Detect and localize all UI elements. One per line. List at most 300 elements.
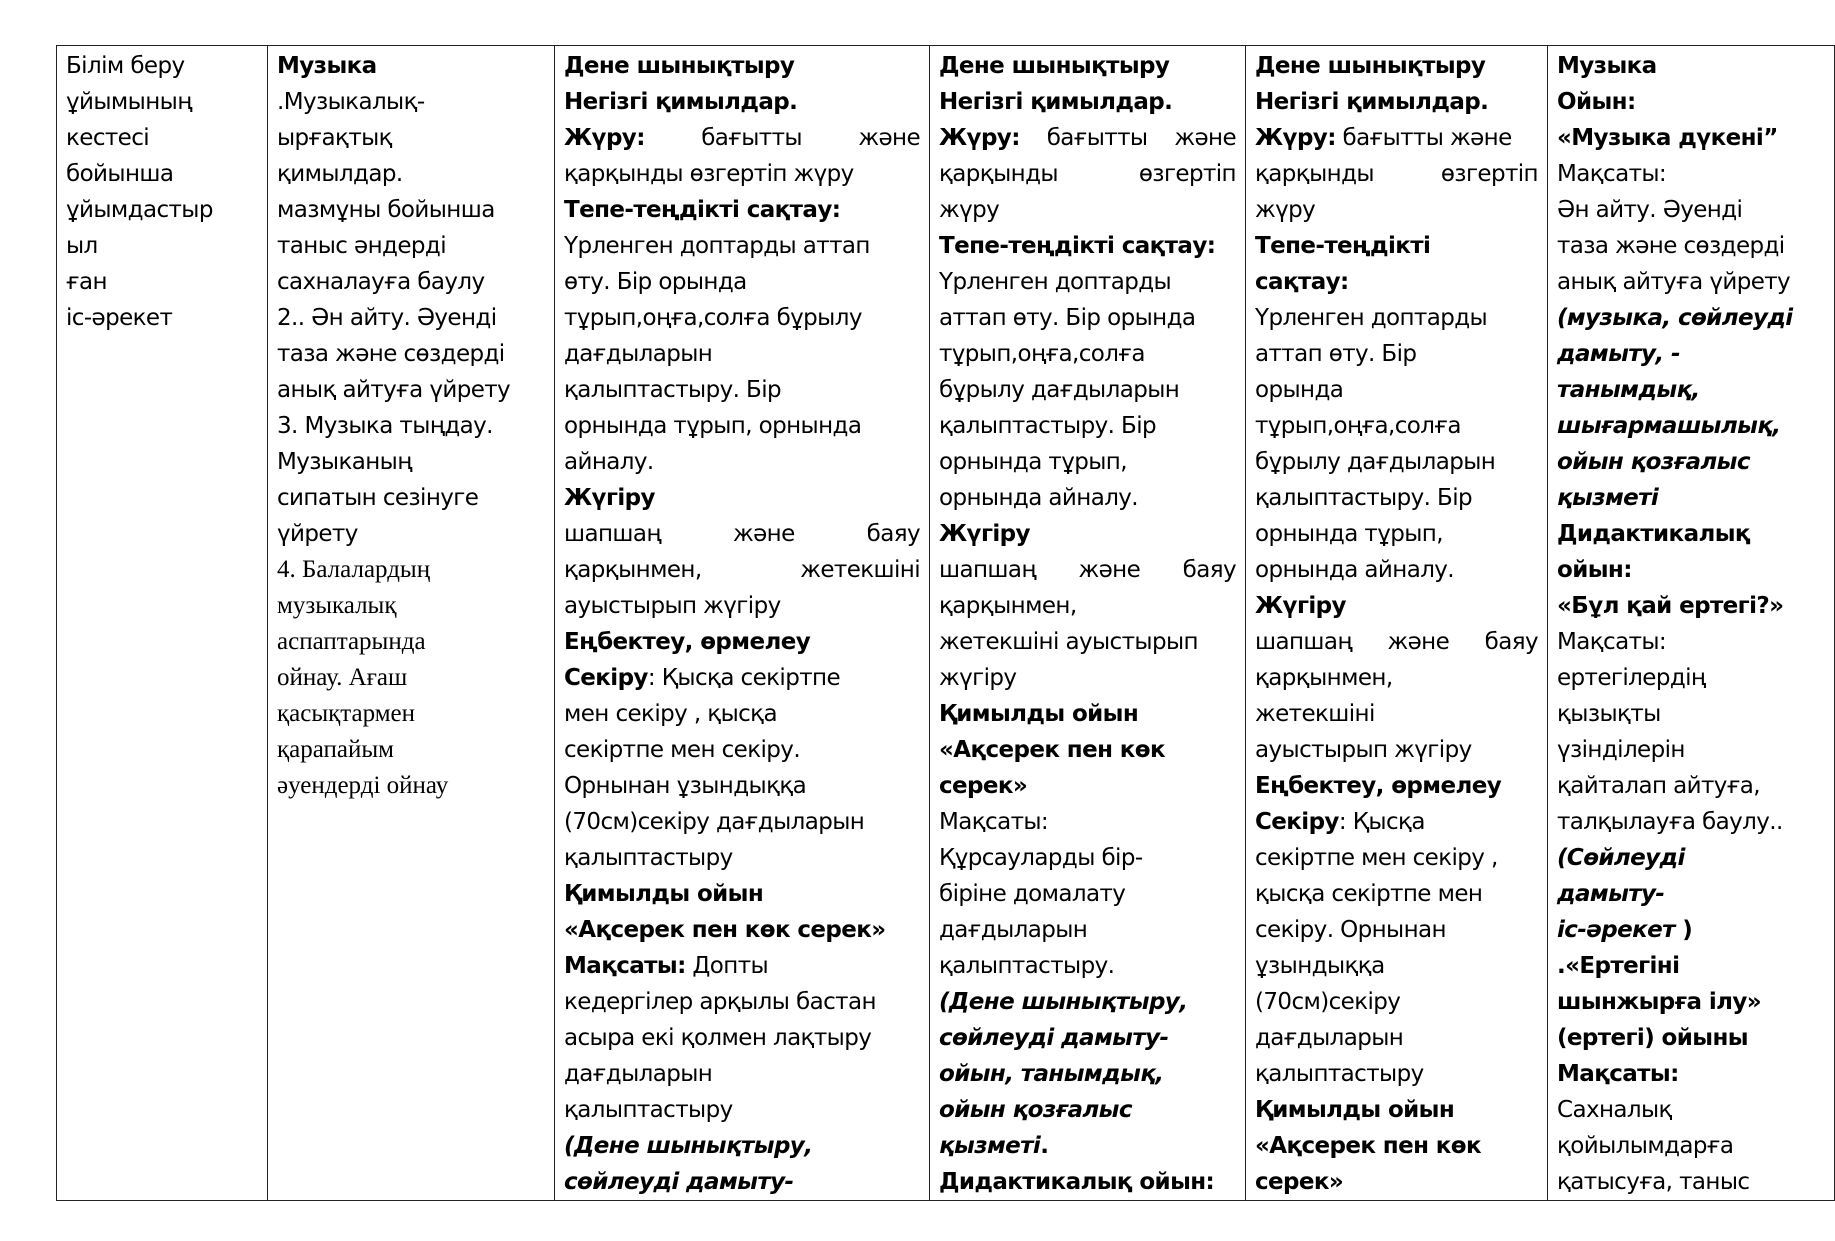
- text-line: [1557, 192, 1825, 228]
- text-run: қатысуға, таныс: [1557, 1169, 1750, 1195]
- text-run: Үрленген доптарды аттап: [564, 233, 870, 259]
- text-line: [277, 192, 545, 228]
- text-run: «Бұл қай ертегі?»: [1557, 593, 1784, 619]
- text-run: Жүру:: [939, 125, 1020, 151]
- text-line: [564, 912, 920, 948]
- text-run: .«Ертегіні: [1557, 953, 1680, 979]
- text-run: Жүгіру: [564, 485, 655, 511]
- text-line: [1255, 624, 1538, 660]
- text-line: [1557, 408, 1825, 444]
- text-line: [1557, 804, 1825, 840]
- text-line: [1255, 1092, 1538, 1128]
- text-line: [66, 264, 258, 300]
- text-run: бұрылу дағдыларын: [939, 377, 1180, 403]
- text-line: [564, 732, 920, 768]
- text-line: [939, 660, 1236, 696]
- text-line: [1255, 876, 1538, 912]
- text-line: [939, 480, 1236, 516]
- text-line: [1557, 552, 1825, 588]
- text-line: [939, 804, 1236, 840]
- text-line: [564, 984, 920, 1020]
- text-run: серек»: [1255, 1169, 1344, 1195]
- text-line: [564, 120, 920, 156]
- text-run: дамыту-: [1557, 881, 1665, 907]
- text-line: [1557, 1056, 1825, 1092]
- text-line: [1255, 1164, 1538, 1200]
- text-run: қарқынмен,: [1255, 665, 1393, 691]
- text-run: секіртпе мен секіру.: [564, 737, 801, 763]
- text-run: қарқынмен, жетекшіні: [564, 557, 920, 583]
- text-run: Тепе-теңдікті сақтау:: [939, 233, 1216, 259]
- text-run: секіру. Орнынан: [1255, 917, 1446, 943]
- text-line: [1255, 768, 1538, 804]
- text-run: Үрленген доптарды: [939, 269, 1172, 295]
- text-run: орнында тұрып,: [939, 449, 1127, 475]
- text-run: анық айтуға үйрету: [277, 377, 511, 403]
- text-run: қарқынды өзгертіп жүру: [564, 161, 854, 187]
- text-run: қызметі: [939, 1133, 1041, 1159]
- text-run: жетекшіні ауыстырып: [939, 629, 1198, 655]
- text-run: тұрып,оңға,солға: [939, 341, 1145, 367]
- text-run: Дене шынықтыру: [939, 53, 1170, 79]
- text-run: орнында тұрып,: [1255, 521, 1443, 547]
- text-line: [564, 1056, 920, 1092]
- cell-physical-education-2: [930, 46, 1246, 1201]
- text-run: (музыка, сөйлеуді: [1557, 305, 1793, 331]
- text-run: қимылдар.: [277, 161, 403, 187]
- text-line: [939, 48, 1236, 84]
- text-run: Музыканың: [277, 449, 412, 475]
- text-run: сөйлеуді дамыту-: [564, 1169, 794, 1195]
- text-run: бағытты және: [1335, 125, 1512, 151]
- text-line: [1255, 300, 1538, 336]
- text-run: Жүгіру: [939, 521, 1030, 547]
- text-run: бойынша: [66, 161, 174, 187]
- text-line: [939, 264, 1236, 300]
- text-line: [564, 516, 920, 552]
- text-run: Мақсаты:: [564, 953, 686, 979]
- text-line: [564, 1020, 920, 1056]
- text-run: біріне домалату: [939, 881, 1126, 907]
- text-run: жүру: [1255, 197, 1316, 223]
- text-run: Секіру: [564, 665, 648, 691]
- text-run: шынжырға ілу»: [1557, 989, 1762, 1015]
- text-run: музыкалық: [277, 592, 397, 619]
- text-run: ған: [66, 269, 107, 295]
- text-line: [564, 336, 920, 372]
- text-run: орнында тұрып, орнында: [564, 413, 862, 439]
- schedule-table: [56, 45, 1835, 1201]
- text-line: [1557, 1020, 1825, 1056]
- text-run: қалыптастыру: [1255, 1061, 1424, 1087]
- text-line: [939, 984, 1236, 1020]
- text-line: [66, 228, 258, 264]
- text-run: сипатын сезінуге: [277, 485, 479, 511]
- text-line: [277, 408, 545, 444]
- text-line: [939, 948, 1236, 984]
- text-line: [277, 336, 545, 372]
- text-run: қалыптастыру: [564, 1097, 733, 1123]
- text-run: мазмұны бойынша: [277, 197, 495, 223]
- text-line: [939, 228, 1236, 264]
- text-run: Орнынан ұзындыққа: [564, 773, 807, 799]
- text-run: талқылауға баулу..: [1557, 809, 1783, 835]
- text-line: [564, 840, 920, 876]
- text-run: «Ақсерек пен көк серек»: [564, 917, 886, 943]
- text-line: [66, 300, 258, 336]
- text-run: бағытты және: [644, 125, 920, 151]
- text-line: [939, 408, 1236, 444]
- text-run: мен секіру , қысқа: [564, 701, 777, 727]
- text-run: ): [1674, 917, 1693, 943]
- text-run: аспаптарында: [277, 628, 426, 655]
- text-line: [277, 732, 545, 768]
- text-run: Дидактикалық ойын:: [939, 1169, 1215, 1195]
- cell-music-game: [1548, 46, 1835, 1201]
- text-run: жүру: [939, 197, 1000, 223]
- text-run: шапшаң және баяу: [564, 521, 920, 547]
- text-line: [1557, 984, 1825, 1020]
- text-run: Музыка: [1557, 53, 1657, 79]
- text-line: [939, 1092, 1236, 1128]
- cell-physical-education-1: [555, 46, 930, 1201]
- text-run: Негізгі қимылдар.: [1255, 89, 1489, 115]
- text-line: [1255, 444, 1538, 480]
- text-run: (Сөйлеуді: [1557, 845, 1685, 871]
- text-run: Еңбектеу, өрмелеу: [564, 629, 811, 655]
- text-line: [564, 408, 920, 444]
- text-run: қарқынды өзгертіп: [1255, 161, 1538, 187]
- text-run: Құрсауларды бір-: [939, 845, 1143, 871]
- text-line: [1255, 480, 1538, 516]
- text-run: асыра екі қолмен лақтыру: [564, 1025, 872, 1051]
- text-run: айналу.: [564, 449, 654, 475]
- text-line: [1557, 336, 1825, 372]
- text-line: [939, 768, 1236, 804]
- text-line: [564, 480, 920, 516]
- text-line: [939, 300, 1236, 336]
- text-run: шапшаң және баяу: [939, 557, 1236, 583]
- text-line: [277, 120, 545, 156]
- text-run: қарқынды өзгертіп: [939, 161, 1236, 187]
- text-run: тұрып,оңға,солға бұрылу: [564, 305, 862, 331]
- text-line: [939, 732, 1236, 768]
- text-run: Ойын:: [1557, 89, 1636, 115]
- text-line: [277, 768, 545, 804]
- text-run: сөйлеуді дамыту-: [939, 1025, 1169, 1051]
- text-run: қалыптастыру. Бір: [939, 413, 1156, 439]
- text-run: орында: [1255, 377, 1344, 403]
- text-run: Қимылды ойын: [1255, 1097, 1455, 1123]
- text-run: 4. Балалардың: [277, 556, 431, 583]
- text-line: [564, 768, 920, 804]
- text-run: 2.. Ән айту. Әуенді: [277, 305, 497, 331]
- text-line: [564, 948, 920, 984]
- text-line: [66, 192, 258, 228]
- text-line: [1557, 300, 1825, 336]
- text-line: [939, 1020, 1236, 1056]
- table-row: [57, 46, 1835, 1201]
- text-line: [1557, 732, 1825, 768]
- text-run: ойын, танымдық,: [939, 1061, 1164, 1087]
- text-run: ауыстырып жүгіру: [564, 593, 781, 619]
- text-run: .Музыкалық-: [277, 89, 425, 115]
- text-line: [1557, 912, 1825, 948]
- text-line: [1557, 876, 1825, 912]
- text-run: Мақсаты:: [1557, 1061, 1679, 1087]
- text-run: (ертегі) ойыны: [1557, 1025, 1748, 1051]
- text-line: [1557, 156, 1825, 192]
- text-run: шығармашылық,: [1557, 413, 1781, 439]
- text-line: [1255, 192, 1538, 228]
- text-run: Секіру: [1255, 809, 1339, 835]
- text-line: [939, 444, 1236, 480]
- text-run: Білім беру: [66, 53, 185, 79]
- text-line: [1255, 804, 1538, 840]
- text-line: [277, 624, 545, 660]
- text-run: (Дене шынықтыру,: [939, 989, 1188, 1015]
- text-line: [277, 300, 545, 336]
- text-line: [1255, 408, 1538, 444]
- text-line: [939, 84, 1236, 120]
- text-run: дамыту, -: [1557, 341, 1680, 367]
- text-line: [277, 372, 545, 408]
- cell-physical-education-3: [1246, 46, 1548, 1201]
- text-line: [564, 588, 920, 624]
- text-run: ертегілердің: [1557, 665, 1706, 691]
- text-run: қарапайым: [277, 736, 394, 763]
- cell-activity-label: [57, 46, 268, 1201]
- text-line: [564, 552, 920, 588]
- text-line: [564, 84, 920, 120]
- text-line: [1255, 1056, 1538, 1092]
- text-run: сақтау:: [1255, 269, 1349, 295]
- text-run: .: [1040, 1133, 1049, 1159]
- text-run: қызметі: [1557, 485, 1659, 511]
- text-line: [1255, 984, 1538, 1020]
- text-run: әуендерді ойнау: [277, 772, 449, 799]
- text-run: : Қысқа: [1338, 809, 1425, 835]
- text-line: [1255, 660, 1538, 696]
- text-run: бағытты және: [1019, 125, 1236, 151]
- text-line: [1557, 444, 1825, 480]
- text-run: кестесі: [66, 125, 150, 151]
- text-line: [939, 1056, 1236, 1092]
- text-run: «Ақсерек пен көк: [1255, 1133, 1481, 1159]
- text-line: [66, 84, 258, 120]
- text-run: үзінділерін: [1557, 737, 1685, 763]
- text-run: сахналауға баулу: [277, 269, 485, 295]
- text-run: бұрылу дағдыларын: [1255, 449, 1496, 475]
- text-line: [1557, 372, 1825, 408]
- text-run: қалыптастыру. Бір: [1255, 485, 1472, 511]
- text-run: ойын қозғалыс: [939, 1097, 1132, 1123]
- text-line: [564, 228, 920, 264]
- text-line: [939, 336, 1236, 372]
- text-line: [1255, 48, 1538, 84]
- text-run: Тепе-теңдікті: [1255, 233, 1431, 259]
- text-line: [1255, 516, 1538, 552]
- text-line: [1255, 336, 1538, 372]
- text-run: Мақсаты:: [1557, 629, 1667, 655]
- text-run: Мақсаты:: [939, 809, 1049, 835]
- text-run: Дене шынықтыру: [564, 53, 795, 79]
- text-run: Дене шынықтыру: [1255, 53, 1486, 79]
- text-line: [939, 372, 1236, 408]
- text-line: [1557, 1128, 1825, 1164]
- text-run: (70см)секіру: [1255, 989, 1401, 1015]
- text-line: [939, 696, 1236, 732]
- text-run: аттап өту. Бір орында: [939, 305, 1196, 331]
- text-line: [1557, 768, 1825, 804]
- text-line: [1255, 120, 1538, 156]
- text-run: қайталап айтуға,: [1557, 773, 1761, 799]
- text-line: [939, 876, 1236, 912]
- text-run: Ән айту. Әуенді: [1557, 197, 1743, 223]
- text-run: Мақсаты:: [1557, 161, 1667, 187]
- text-line: [1557, 696, 1825, 732]
- text-line: [564, 300, 920, 336]
- text-line: [939, 624, 1236, 660]
- text-line: [1255, 264, 1538, 300]
- text-run: Жүру:: [1255, 125, 1336, 151]
- text-run: Еңбектеу, өрмелеу: [1255, 773, 1502, 799]
- text-line: [939, 912, 1236, 948]
- text-run: таныс әндерді: [277, 233, 446, 259]
- text-run: Негізгі қимылдар.: [564, 89, 798, 115]
- text-line: [1557, 228, 1825, 264]
- text-line: [1557, 264, 1825, 300]
- text-run: (70см)секіру дағдыларын: [564, 809, 865, 835]
- text-line: [564, 1164, 920, 1200]
- text-run: серек»: [939, 773, 1028, 799]
- text-run: қызықты: [1557, 701, 1661, 727]
- text-line: [277, 696, 545, 732]
- text-run: Қимылды ойын: [564, 881, 764, 907]
- text-run: орнында айналу.: [939, 485, 1139, 511]
- text-run: орнында айналу.: [1255, 557, 1455, 583]
- text-line: [1255, 948, 1538, 984]
- text-run: қалыптастыру. Бір: [564, 377, 781, 403]
- text-line: [939, 192, 1236, 228]
- text-line: [1557, 588, 1825, 624]
- text-run: таза және сөздерді: [1557, 233, 1785, 259]
- text-run: Негізгі қимылдар.: [939, 89, 1173, 115]
- text-run: дағдыларын: [564, 341, 713, 367]
- text-run: (Дене шынықтыру,: [564, 1133, 813, 1159]
- text-line: [1255, 912, 1538, 948]
- text-line: [564, 156, 920, 192]
- text-line: [1255, 228, 1538, 264]
- text-line: [1557, 84, 1825, 120]
- text-run: танымдық,: [1557, 377, 1700, 403]
- text-run: Үрленген доптарды: [1255, 305, 1488, 331]
- text-run: ойын қозғалыс: [1557, 449, 1750, 475]
- text-line: [1557, 48, 1825, 84]
- text-line: [1255, 372, 1538, 408]
- text-run: анық айтуға үйрету: [1557, 269, 1791, 295]
- text-line: [277, 552, 545, 588]
- text-line: [939, 840, 1236, 876]
- text-run: ұйымының: [66, 89, 192, 115]
- text-line: [277, 588, 545, 624]
- text-run: өту. Бір орында: [564, 269, 747, 295]
- text-line: [1557, 516, 1825, 552]
- text-run: қалыптастыру.: [939, 953, 1115, 979]
- text-run: ұйымдастыр: [66, 197, 213, 223]
- text-line: [564, 876, 920, 912]
- text-line: [1557, 120, 1825, 156]
- text-run: Дидактикалық: [1557, 521, 1750, 547]
- text-line: [277, 444, 545, 480]
- text-line: [564, 660, 920, 696]
- text-run: «Музыка дүкені”: [1557, 125, 1778, 151]
- text-run: Сахналық: [1557, 1097, 1672, 1123]
- text-line: [1255, 156, 1538, 192]
- text-line: [277, 84, 545, 120]
- text-line: [1255, 588, 1538, 624]
- text-run: Музыка: [277, 53, 377, 79]
- text-run: шапшаң және баяу: [1255, 629, 1538, 655]
- text-line: [66, 48, 258, 84]
- text-line: [564, 696, 920, 732]
- text-line: [277, 228, 545, 264]
- text-line: [564, 804, 920, 840]
- text-line: [1255, 1020, 1538, 1056]
- text-line: [564, 192, 920, 228]
- text-line: [1557, 1092, 1825, 1128]
- text-line: [564, 372, 920, 408]
- text-line: [277, 264, 545, 300]
- text-run: «Ақсерек пен көк: [939, 737, 1165, 763]
- text-run: Жүру:: [564, 125, 645, 151]
- text-run: Допты: [685, 953, 769, 979]
- text-line: [277, 48, 545, 84]
- text-run: кедергілер арқылы бастан: [564, 989, 876, 1015]
- text-run: ұзындыққа: [1255, 953, 1385, 979]
- text-line: [939, 552, 1236, 588]
- text-line: [66, 156, 258, 192]
- text-run: Қимылды ойын: [939, 701, 1139, 727]
- text-line: [1557, 660, 1825, 696]
- text-run: аттап өту. Бір: [1255, 341, 1417, 367]
- text-line: [1557, 624, 1825, 660]
- text-run: қысқа секіртпе мен: [1255, 881, 1483, 907]
- text-run: дағдыларын: [564, 1061, 713, 1087]
- cell-music: [268, 46, 555, 1201]
- text-run: ойын:: [1557, 557, 1632, 583]
- text-line: [564, 264, 920, 300]
- text-run: дағдыларын: [939, 917, 1088, 943]
- text-line: [1255, 696, 1538, 732]
- text-line: [939, 1164, 1236, 1200]
- text-run: жүгіру: [939, 665, 1017, 691]
- text-line: [1255, 732, 1538, 768]
- text-line: [1557, 840, 1825, 876]
- text-line: [939, 156, 1236, 192]
- text-run: таза және сөздерді: [277, 341, 505, 367]
- text-run: іс-әрекет: [1557, 917, 1675, 943]
- text-run: қарқынмен,: [939, 593, 1077, 619]
- text-run: ырғақтық: [277, 125, 392, 151]
- text-line: [277, 516, 545, 552]
- text-line: [1255, 1128, 1538, 1164]
- text-line: [564, 624, 920, 660]
- text-run: Жүгіру: [1255, 593, 1346, 619]
- text-run: тұрып,оңға,солға: [1255, 413, 1461, 439]
- text-line: [564, 1092, 920, 1128]
- text-run: ауыстырып жүгіру: [1255, 737, 1472, 763]
